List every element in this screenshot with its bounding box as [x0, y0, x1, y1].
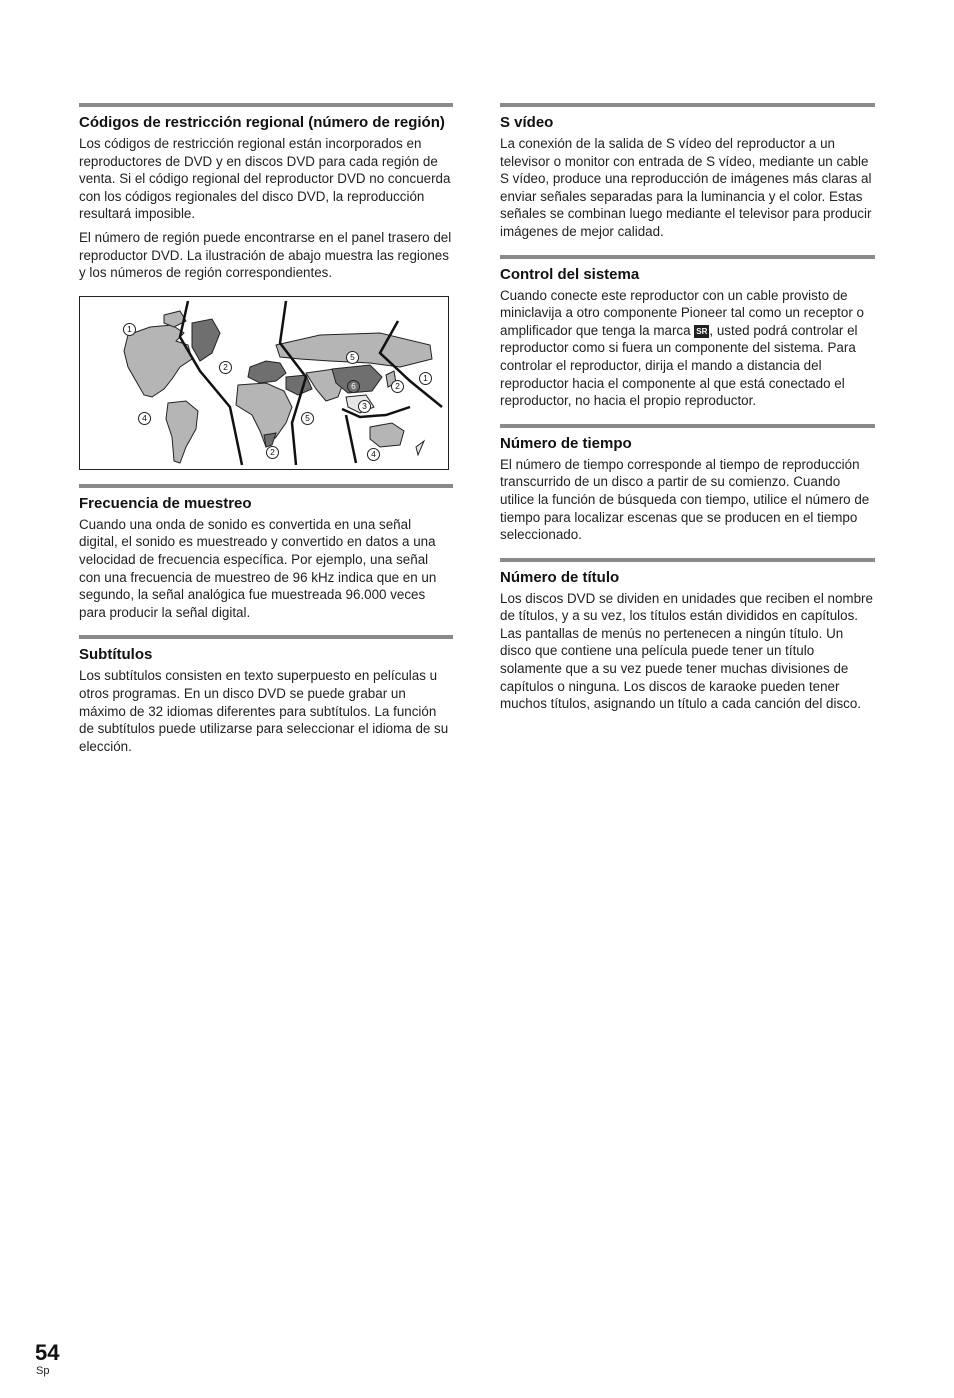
- subtitles-heading: Subtítulos: [79, 646, 153, 664]
- right-column: [500, 103, 875, 727]
- title-number-heading: Número de título: [500, 568, 620, 586]
- new-zealand-shape: [416, 441, 424, 455]
- region-map: [79, 296, 449, 470]
- system-control-text-1: Cuando conecte este reproductor con un cable provisto de miniclavija a otro componente Pioneer tal como un receptor o amplificador que tenga la marca: [500, 287, 864, 338]
- region-codes-paragraph-1: Los códigos de restricción regional están incorporados en reproductores de DVD y en discos DVD para cada región de venta. Si el código regional del reproductor DVD no concuerda con los códigos regionales del disco DVD, la reproducción resultará imposible.: [79, 136, 451, 222]
- section-region-codes: [79, 103, 453, 282]
- region-label: 4: [138, 412, 151, 425]
- time-number-heading: Número de tiempo: [500, 434, 632, 452]
- region-codes-paragraph-2: El número de región puede encontrarse en el panel trasero del reproductor DVD. La ilustración de abajo muestra las regiones y los números de región correspondientes.: [79, 229, 452, 281]
- australia-shape: [370, 423, 404, 447]
- sampling-body: Cuando una onda de sonido es convertida en una señal digital, el sonido es muestreado y convertido en datos a una velocidad de frecuencia específica. Por ejemplo, una señal con una frecuencia de muestreo de 96 kHz indica que en un segundo, la señal analógica fue muestreada 96.000 veces para producir la señal digital.: [79, 516, 437, 620]
- region-label: 2: [391, 380, 404, 393]
- title-number-body: Los discos DVD se dividen en unidades que reciben el nombre de títulos, y a su vez, los títulos están divididos en capítulos. Las pantallas de menús no pertenecen a ningún título. Un disco que contiene una película puede tener un título solamente que a su vez puede tener muchas divisiones de capítulos o ninguna. Los discos de karaoke pueden tener muchos títulos, asignando un título a cada canción del disco.: [500, 590, 873, 712]
- system-control-heading: Control del sistema: [500, 265, 640, 283]
- region-label: 6: [347, 380, 360, 393]
- region-label: 1: [123, 323, 136, 336]
- section-title-number: [500, 558, 875, 713]
- section-subtitles: [79, 635, 453, 755]
- sr-mark-icon: SR: [696, 326, 708, 336]
- north-america-shape: [124, 325, 192, 397]
- middle-east-shape: [286, 375, 312, 395]
- region-divider-line: [346, 415, 356, 463]
- region-label: 3: [358, 400, 371, 413]
- section-system-control: [500, 255, 875, 410]
- sampling-heading: Frecuencia de muestreo: [79, 494, 252, 512]
- region-codes-heading: Códigos de restricción regional (número de región): [79, 114, 445, 131]
- region-label: 2: [219, 361, 232, 374]
- left-column: [79, 103, 453, 769]
- time-number-body: El número de tiempo corresponde al tiempo de reproducción transcurrido de un disco a partir de su comienzo. Cuando utilice la función de búsqueda con tiempo, utilice el número de tiempo para localizar escenas que se producen en el tiempo seleccionado.: [500, 456, 870, 543]
- region-label: 5: [346, 351, 359, 364]
- europe-shape: [248, 361, 286, 383]
- south-africa-shape: [264, 433, 276, 447]
- page-number: 54: [35, 1340, 60, 1365]
- svideo-body: La conexión de la salida de S vídeo del reproductor a un televisor o monitor con entrada de S vídeo, mediante un cable S vídeo, produce una reproducción de imágenes más claras al enviar señales separadas para la luminancia y el color. Estas señales se combinan luego mediante el televisor para producir imágenes de mejor calidad.: [500, 136, 872, 239]
- greenland-shape: [192, 319, 220, 361]
- region-label: 1: [419, 372, 432, 385]
- region-label: 5: [301, 412, 314, 425]
- region-label: 4: [367, 448, 380, 461]
- south-america-shape: [166, 401, 198, 463]
- section-time-number: [500, 424, 875, 544]
- system-control-text-2: , usted podrá controlar el reproductor como si fuera un componente del sistema. Para controlar el reproductor, dirija el mando a distancia del reproductor hacia el componente al que está conectado el reproductor, no hacia el propio reproductor.: [500, 322, 858, 409]
- subtitles-body: Los subtítulos consisten en texto superpuesto en películas u otros programas. En un disco DVD se puede grabar un máximo de 32 idiomas diferentes para subtítulos. La función de subtítulos puede utilizarse para seleccionar el idioma de su elección.: [79, 668, 449, 754]
- svideo-heading: S vídeo: [500, 114, 554, 131]
- section-svideo: [500, 103, 875, 241]
- section-sampling: [79, 484, 453, 622]
- system-control-body: [500, 287, 875, 410]
- page-language: Sp: [36, 1365, 50, 1377]
- region-label: 2: [266, 446, 279, 459]
